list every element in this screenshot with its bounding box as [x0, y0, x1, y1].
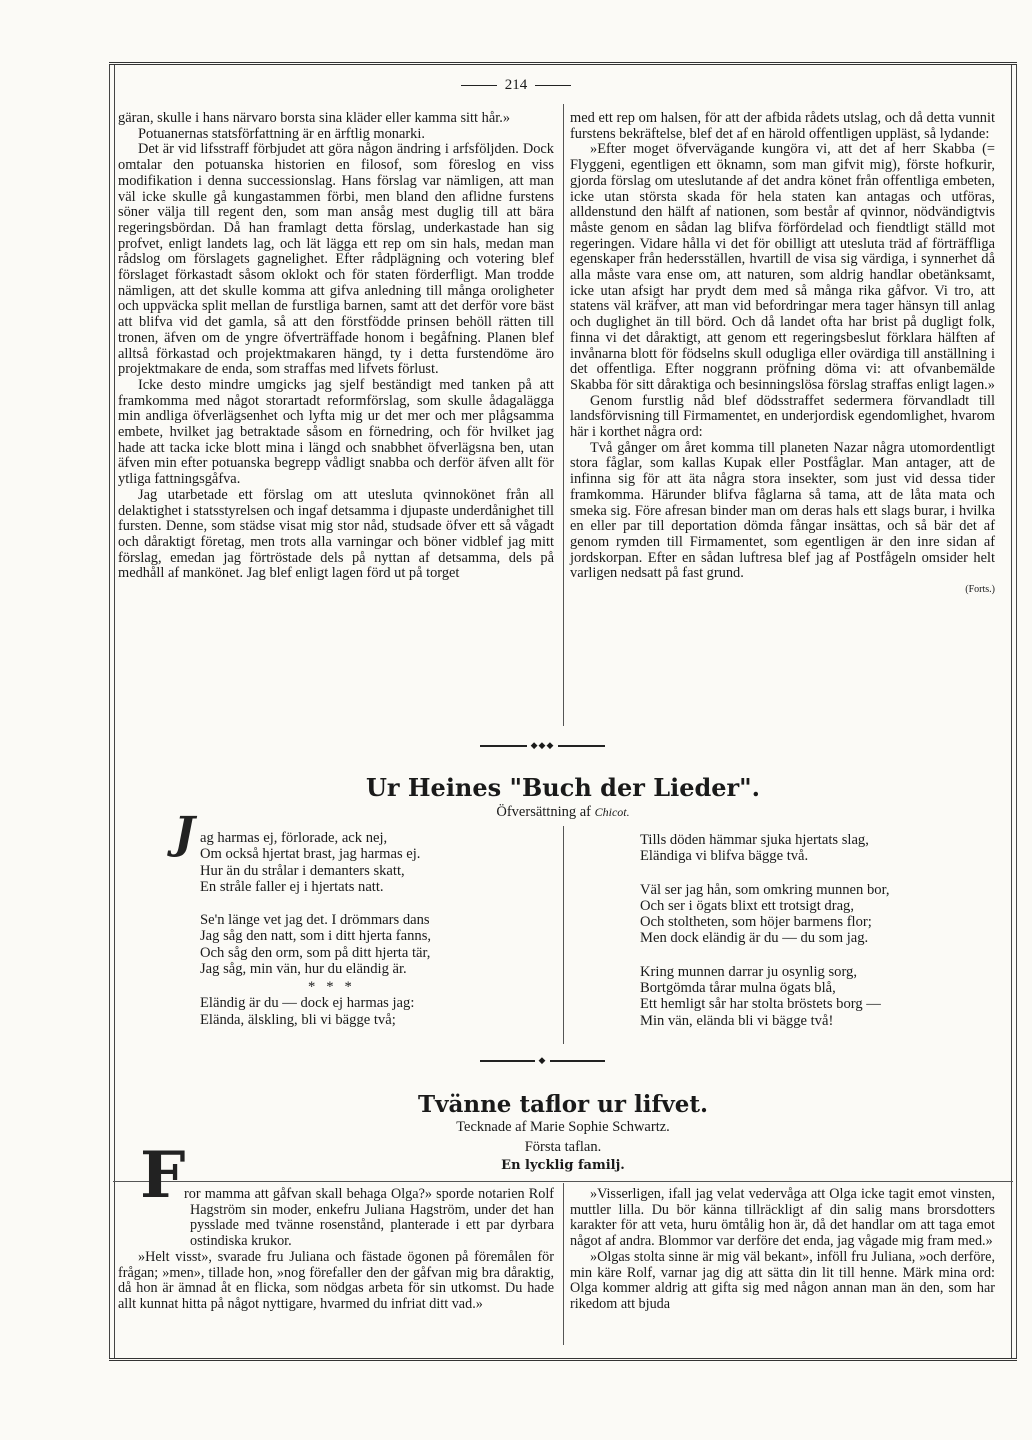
paragraph: »Olgas stolta sinne är mig väl bekant», inföll fru Juliana, »och derföre, min käre Rolf, varnar jag dig att sätta din lit till henne. Märk mina ord: Olga kommer aldrig att gifta sig med någon annan man än den, som har rikedom att bjuda: [570, 1248, 995, 1312]
article-left-column: [118, 111, 554, 582]
paragraph: med ett rep om halsen, för att der afbida rådets utslag, och då detta vunnit furstens bekräftelse, blef det af en härold offentligen uppläst, så lydande:: [570, 110, 995, 142]
stanza: [200, 830, 431, 895]
poem-byline: Öfversättning af Chicot.: [496, 804, 630, 820]
stanza: [640, 832, 890, 865]
verse-line: Men dock eländig är du — du som jag.: [640, 930, 869, 947]
verse-line: Och stoltheten, som höjer barmens flor;: [640, 914, 872, 931]
story-part: Första taflan.: [524, 1139, 602, 1155]
story-divider: [563, 1183, 564, 1345]
stanza: [640, 882, 890, 947]
verse-line: Kring munnen darrar ju osynlig sorg,: [640, 963, 857, 980]
story-left-column: [118, 1187, 554, 1313]
stanza: [640, 964, 890, 1029]
poem-dropcap: J: [174, 808, 195, 859]
page-number: 214: [0, 77, 1032, 94]
verse-line: En stråle faller ej i hjertats natt.: [200, 878, 384, 895]
paragraph: Två gånger om året komma till planeten Nazar några utomordentligt stora fåglar, som kallas Kupak eller Postfåglar. Man antager, att de infinna sig för att äta några stora insekter, som just vid dessa tider framkomma. Härunder blifva fåglarna så tama, att de låta mata och smeka sig. Före afresan binder man om deras hals ett slags burar, i hvilka en eller par till deportation dömda fångar insättas, och så bär det af genom rymden till Firmamentet, som egentligen är den inre sidan af jordskorpan. Efter en sådan luftresa blef jag af Postfågeln omsider helt varligen nedsatt på fast grund.: [570, 439, 995, 582]
verse-line: Om också hjertat brast, jag harmas ej.: [200, 846, 421, 863]
poem-left: [200, 830, 431, 1045]
verse-line: Elända, älskling, bli vi bägge två;: [200, 1011, 396, 1028]
story-dropcap: F: [140, 1138, 186, 1213]
stanza: [200, 995, 431, 1028]
continued-note: (Forts.): [965, 584, 995, 596]
section-ornament: ◆◆◆: [480, 742, 605, 750]
paragraph: Jag utarbetade ett förslag om att utesluta qvinnokönet från all delaktighet i statsstyrelsen och ingaf detsamma i djupaste underdånighet till fursten. Denne, som städse visat mig stor nåd, studsade öfver ett så vågadt och dåraktigt företag, men trots alla varningar och böner vidblef jag mitt förslag, emedan jag förtröstade dels på nyttan af detsamma, dels på medhåll af mankönet. Jag blef enligt lagen förd ut på torget: [118, 486, 555, 582]
story-author: Tecknade af Marie Sophie Schwartz.: [456, 1119, 670, 1135]
verse-line: Se'n länge vet jag det. I drömmars dans: [200, 912, 430, 929]
verse-line: Och ser i ögats blixt ett trotsigt drag,: [640, 897, 855, 914]
paragraph: Potuanernas statsförfattning är en ärftlig monarki.: [138, 125, 425, 142]
paragraph: »Efter moget öfvervägande kungöra vi, att det af herr Skabba (= Flyggeni, egentligen ett öknamn, som man gifvit mig), förste hofkurir, gjorda förslag om uteslutande af det andra könet från offentliga embeten, icke utan största skada för hela staten kan antagas och utföras, alldenstund den hälft af nationen, som består af qvinnor, nödvändigtvis måste genom en sådan lag blifva förfördelad och fiendtligt ställd mot regeringen. Vidare hålla vi det för obilligt att utesluta träd af förträffliga egenskaper från hedersställen, hvartill de visa sig värdiga, i synnerhet då alla måste vara ense om, att naturen, som aldrig handlar obetänksamt, icke utan afsigt har prydt dem med så många rika gåfvor. Vi tro, att statens väl kräfver, att man vid befordringar mera tager hänsyn till anlag och duglighet än till börd. Och då landet ofta har brist på dugligt folk, finna vi det dåraktigt, att genom ett regeringsbeslut förklara hälften af invånarna blott för födselns skull odugliga eller ovärdiga till anställning i det offentliga. Efter noggrann pröfning döma vi: att ofvanbemälde Skabba för sitt dåraktiga och besinningslösa förslag straffas enligt lagen.»: [570, 141, 995, 393]
verse-line: Eländig är du — dock ej harmas jag:: [200, 995, 415, 1012]
verse-line: Jag såg, min vän, hur du eländig är.: [200, 961, 407, 978]
verse-line: Jag såg den natt, som i ditt hjerta fanns,: [200, 928, 432, 945]
column-divider: [563, 104, 564, 726]
story-subtitle: En lycklig familj.: [501, 1158, 625, 1173]
section-ornament: ◆: [480, 1057, 605, 1065]
verse-line: Väl ser jag hån, som omkring munnen bor,: [640, 881, 890, 898]
verse-line: Hur än du strålar i demanters skatt,: [200, 862, 405, 879]
story-rule: [113, 1181, 1013, 1182]
asterism: * * *: [308, 979, 352, 996]
paragraph: »Helt visst», svarade fru Juliana och fästade ögonen på föremålen för frågan; »men», tillade hon, »nog förefaller den der gåfvan mig bra dåraktig, då hon är ämnad åt en flicka, som nödgas arbeta för sin utkomst. Du hade allt kunnat hitta på något nyttigare, hvarmed du infriat ditt vad.»: [118, 1248, 554, 1312]
paragraph: »Visserligen, ifall jag velat vedervåga att Olga icke tagit emot vinsten, muttler lilla. Du bör känna tillräckligt af din salig mans brorsdotters karakter för att veta, huru ömtålig hon är, då det handlar om att taga emot något af andra. Blommor var derföre det enda, jag vågade mig fram med.»: [570, 1186, 995, 1250]
verse-line: Ett hemligt sår har stolta bröstets borg —: [640, 996, 881, 1013]
verse-line: Och såg den orm, som på ditt hjerta tär,: [200, 944, 431, 961]
story-right-column: [570, 1187, 995, 1313]
poem-right: [640, 832, 890, 1046]
verse-line: Eländiga vi blifva bägge två.: [640, 848, 809, 865]
paragraph: Icke desto mindre umgicks jag sjelf beständigt med tanken på att framkomma med något storartadt reformförslag, som skulle ådagalägga min andliga öfverlägsenhet och lyfta mig ur det mer och mer plågsamma embete, hvilket jag betraktade såsom en förnedring, och för hvilket jag hade att tacka icke blott mina i längd och snabbhet öfverlägsna ben, utan äfven min efter potuanska begrepp vådligt snabba och derför äfven allt för ytliga fattningsgåfva.: [118, 376, 554, 488]
paragraph: ror mamma att gåfvan skall behaga Olga?» sporde notarien Rolf Hagström sin moder, enkefru Juliana Hagström, under det han pysslade med tvänne rosenstånd, planterade i ett par dyrbara ostindiska krukor.: [184, 1186, 554, 1250]
poem-divider: [563, 826, 564, 1044]
paragraph: Det är vid lifsstraff förbjudet att göra någon ändring i arfsföljden. Dock omtalar den potuanska historien en filosof, som föreslog en viss modifikation i denna successionslag. Hans förslag var nämligen, att man väl icke skulle gå kungastammen förbi, men bland den aflidne furstens söner välja till regent den, som man ansåg mest duglig till att bära regeringsbördan. Då han framlagt detta förslag, underkastade han sig profvet, enligt landets lag, och lät lägga ett rep om sin hals, medan man rådslog om förslagets gagnelighet. Efter rådplägning och votering blef förslaget förkastadt såsom oklokt och för staten förderfligt. Man trodde nämligen, att det skulle komma att gifva anledning till många oroligheter och uppväcka split mellan de furstliga barnen, samt att det derför vore bäst att blifva vid det gamla, så att den förstfödde prinsen behöll rätten till tronen, äfven om de yngre öfverträffade honom i begåfning. Planen blef alltså förkastad och projektmakaren hängd, ty i detta furstendöme äro projektmakare de enda, som straffas med lifvets förlust.: [118, 141, 554, 378]
paragraph: gäran, skulle i hans närvaro borsta sina kläder eller kamma sitt hår.»: [118, 110, 511, 126]
verse-line: Tills döden hämmar sjuka hjertats slag,: [640, 832, 869, 848]
story-title: Tvänne taflor ur lifvet.: [417, 1091, 709, 1118]
verse-line: Bortgömda tårar mulna ögats blå,: [640, 980, 836, 997]
verse-line: Min vän, elända bli vi bägge två!: [640, 1012, 834, 1029]
stanza: [200, 912, 431, 977]
poem-title: Ur Heines "Buch der Lieder".: [365, 773, 761, 802]
paragraph: Genom furstlig nåd blef dödsstraffet sedermera förvandladt till landsförvisning till Firmamentet, en underjordisk egendomlighet, hvarom här i korthet några ord:: [570, 392, 995, 441]
verse-line: ag harmas ej, förlorade, ack nej,: [200, 830, 388, 846]
article-right-column: [570, 111, 995, 598]
